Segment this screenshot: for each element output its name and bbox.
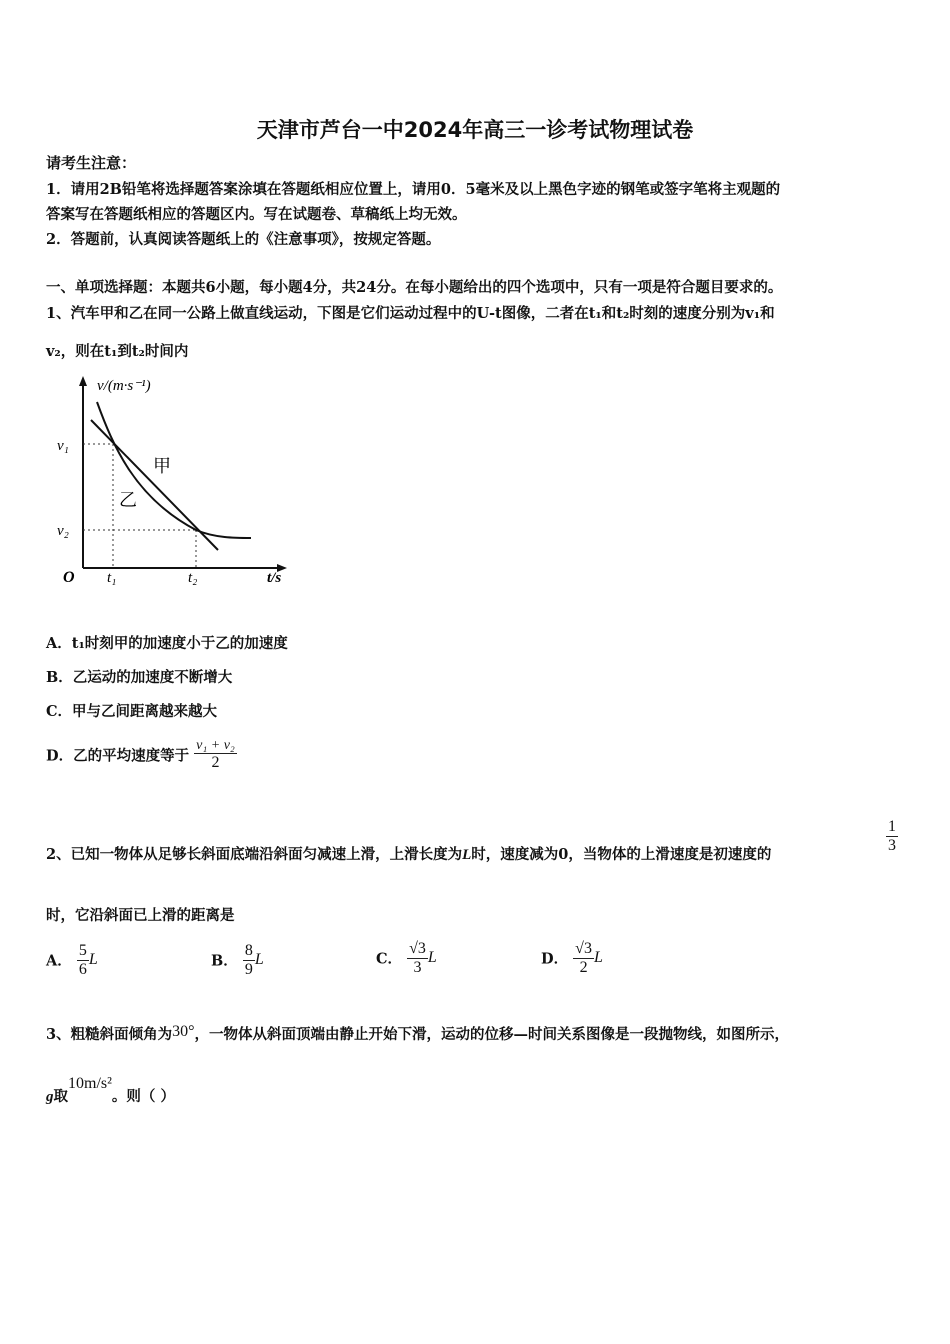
fraction-denominator: 6 xyxy=(78,960,87,978)
q1-option-d-fraction xyxy=(194,738,237,772)
q2-stem-line-a xyxy=(46,843,771,864)
q3-g-value: 10m/s² xyxy=(68,1075,112,1092)
notice-line-2: 2．答题前，认真阅读答题纸上的《注意事项》，按规定答题。 xyxy=(46,231,441,248)
v1-label: v₁ xyxy=(57,438,69,454)
option-label: A． xyxy=(46,952,72,970)
fraction-numerator: v₁ + v₂ xyxy=(196,738,235,753)
t1-label: t₁ xyxy=(107,570,117,586)
q2-stem-part-1: 2、已知一物体从足够长斜面底端沿斜面匀减速上滑，上滑长度为 xyxy=(46,846,463,863)
curve-jia-label: 甲 xyxy=(153,456,171,476)
fraction-numerator: 8 xyxy=(244,942,253,959)
q2-stem-part-2: 时，速度减为0，当物体的上滑速度是初速度的 xyxy=(471,846,772,863)
q1-option-d-prefix: D．乙的平均速度等于 xyxy=(46,747,190,765)
q3-stem-end: 。则（ ） xyxy=(111,1088,175,1105)
option-variable: L xyxy=(593,949,603,967)
y-axis-label: v/(m·s⁻¹) xyxy=(97,378,151,394)
fraction-numerator: √3 xyxy=(409,940,426,957)
fraction-numerator: 1 xyxy=(888,818,896,835)
q3-stem-part-1: 3、粗糙斜面倾角为 xyxy=(46,1026,173,1043)
option-label: C． xyxy=(376,950,403,968)
t2-label: t₂ xyxy=(188,570,198,586)
fraction-numerator: √3 xyxy=(575,940,592,957)
fraction-denominator: 2 xyxy=(211,754,220,772)
notice-heading: 请考生注意： xyxy=(46,154,137,172)
q3-g-variable: g xyxy=(46,1089,54,1105)
option-variable: L xyxy=(427,949,437,967)
q3-angle: 30° xyxy=(172,1023,195,1040)
fraction-denominator: 9 xyxy=(244,960,253,978)
q2-one-third-fraction xyxy=(886,818,898,854)
option-label: B． xyxy=(211,952,238,970)
notice-line-1a: 1．请用2B铅笔将选择题答案涂填在答题纸相应位置上，请用0．5毫米及以上黑色字迹的钢笔或签字笔将主观题的 xyxy=(46,181,781,198)
option-variable: L xyxy=(254,951,264,969)
q2-option-a[interactable] xyxy=(46,942,98,978)
q2-option-c[interactable] xyxy=(376,940,437,976)
q3-take-word: 取 xyxy=(53,1088,68,1105)
q1-vt-graph xyxy=(55,368,300,593)
q2-option-d[interactable] xyxy=(541,940,603,976)
q2-L-variable: L xyxy=(462,847,472,863)
fraction-numerator: 5 xyxy=(78,942,87,959)
q1-option-a[interactable]: A．t₁时刻甲的加速度小于乙的加速度 xyxy=(46,635,288,652)
y-axis-arrow-icon xyxy=(79,376,87,386)
section-1-heading: 一、单项选择题：本题共6小题，每小题4分，共24分。在每小题给出的四个选项中，只有一项是符合题目要求的。 xyxy=(46,279,783,296)
fraction-denominator: 3 xyxy=(888,836,896,854)
q1-option-b[interactable]: B．乙运动的加速度不断增大 xyxy=(46,669,233,686)
page-title: 天津市芦台一中2024年高三一诊考试物理试卷 xyxy=(256,118,694,142)
fraction-denominator: 3 xyxy=(413,958,422,976)
q2-stem-line-b: 时，它沿斜面已上滑的距离是 xyxy=(46,907,235,924)
curve-yi xyxy=(97,402,251,538)
x-axis-label: t/s xyxy=(267,570,282,586)
q3-stem-part-2: ，一物体从斜面顶端由静止开始下滑，运动的位移—时间关系图像是一段抛物线，如图所示， xyxy=(194,1026,789,1043)
notice-line-1b: 答案写在答题纸相应的答题区内。写在试题卷、草稿纸上均无效。 xyxy=(46,206,467,223)
q1-option-d[interactable] xyxy=(46,738,237,772)
fraction-denominator: 2 xyxy=(579,958,588,976)
q1-stem-line-a: 1、汽车甲和乙在同一公路上做直线运动，下图是它们运动过程中的U-t图像，二者在t₁和t₂时刻的速度分别为v₁和 xyxy=(46,305,775,322)
q2-option-b[interactable] xyxy=(211,942,264,978)
origin-label: O xyxy=(63,569,75,586)
q3-stem-line-b xyxy=(46,1075,175,1105)
curve-yi-label: 乙 xyxy=(119,490,137,510)
option-variable: L xyxy=(88,951,98,969)
q3-stem-line-a xyxy=(46,1023,789,1044)
q1-option-c[interactable]: C．甲与乙间距离越来越大 xyxy=(46,703,218,720)
option-label: D． xyxy=(541,950,569,968)
q1-stem-line-b: v₂，则在t₁到t₂时间内 xyxy=(46,343,189,360)
v2-label: v₂ xyxy=(57,523,69,539)
